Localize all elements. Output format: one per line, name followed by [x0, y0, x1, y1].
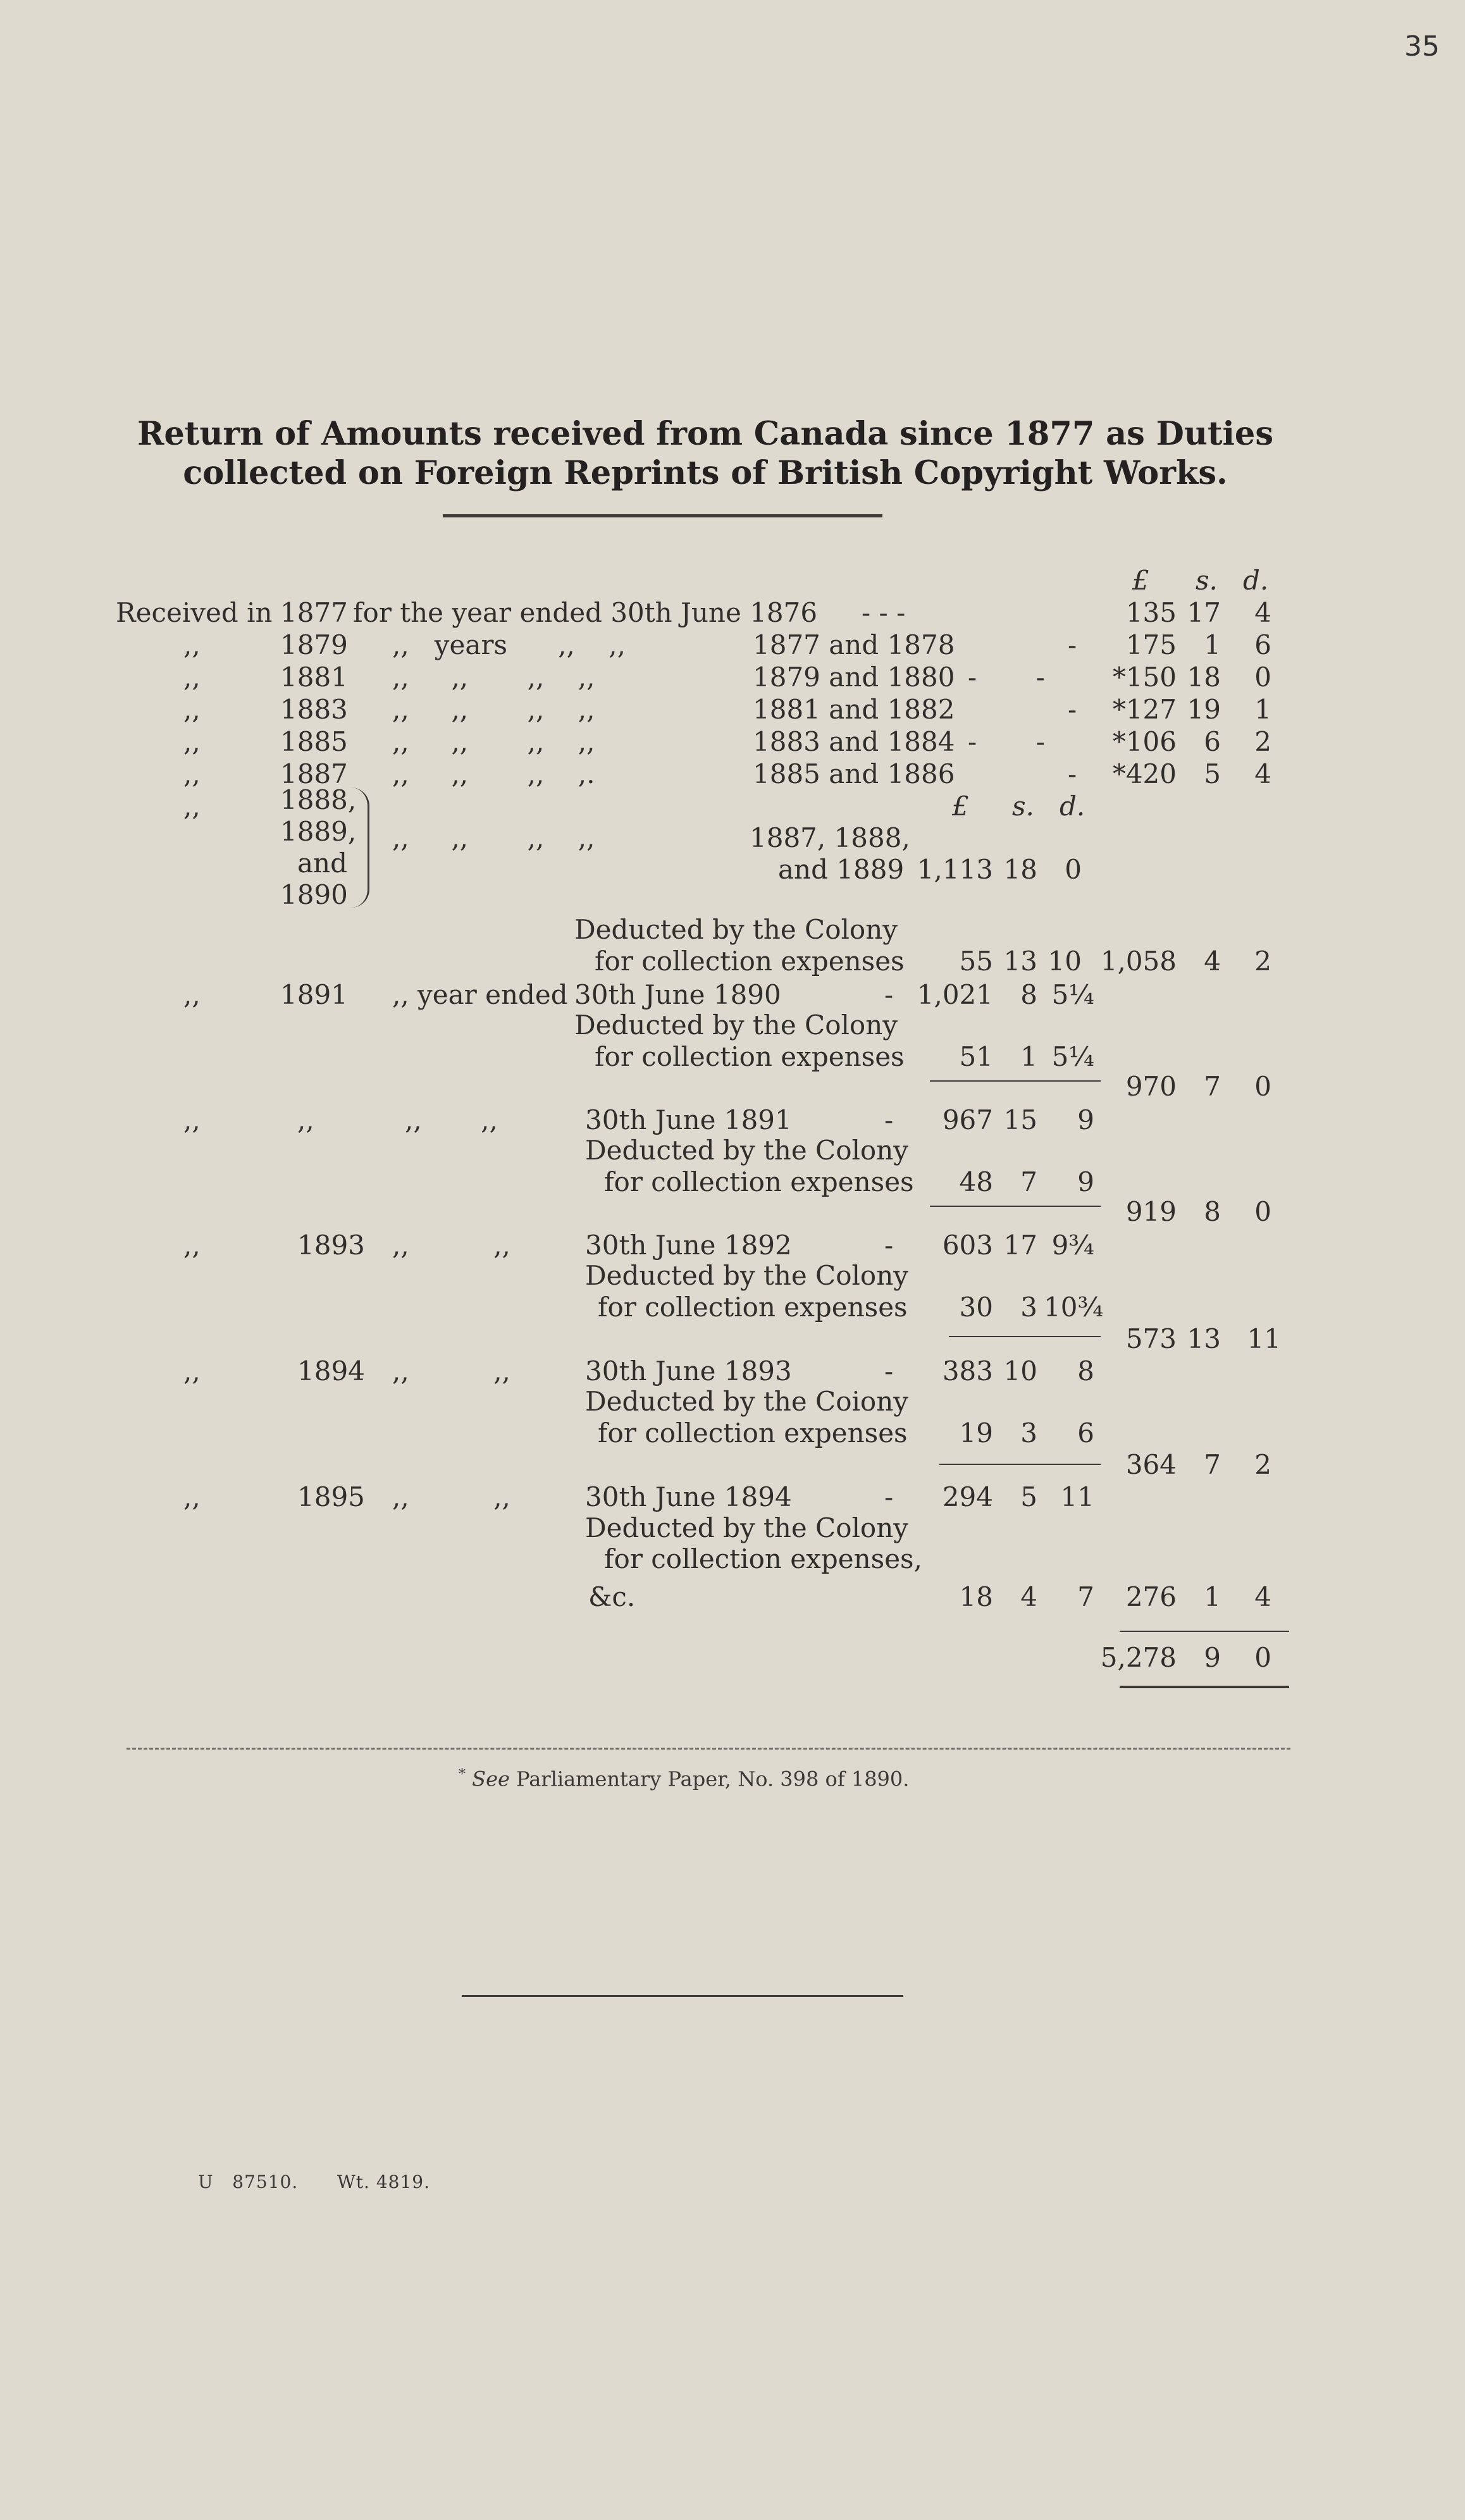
- cell-pence: 2: [1254, 1449, 1271, 1480]
- row-dash: -: [884, 1481, 894, 1512]
- group-desc-line1: 1887, 1888,: [750, 822, 910, 853]
- row-year: 1894: [297, 1356, 365, 1387]
- footnote-divider: [127, 1748, 1290, 1750]
- cell-pounds: 135: [1125, 597, 1177, 628]
- title-rule: [443, 514, 882, 517]
- deduct-label-line1: Deducted by the Colony: [574, 1010, 898, 1041]
- row-dashes: - - -: [862, 597, 906, 628]
- row-description: 30th June 1893: [585, 1356, 792, 1387]
- sub-cell-shillings: 10: [1003, 1356, 1037, 1387]
- row-dash: -: [884, 979, 894, 1010]
- sub-cell-pounds: 51: [959, 1041, 993, 1072]
- sub-cell-pence: 7: [1077, 1581, 1094, 1612]
- row-dash: -: [884, 1104, 894, 1135]
- subtotal-rule: [930, 1080, 1101, 1082]
- sub-cell-pence: 8: [1077, 1356, 1094, 1387]
- sub-cell-pounds: 967: [942, 1104, 993, 1135]
- row-description: 30th June 1890: [574, 979, 781, 1010]
- sub-cell-shillings: 18: [1003, 854, 1037, 885]
- row-ditto: ,, ,, ,, ,,: [392, 662, 595, 693]
- row-ditto: ,, ,,: [392, 1356, 510, 1387]
- row-prefix: ,,: [183, 758, 201, 789]
- imprint-code: U 87510.: [198, 2171, 299, 2192]
- end-rule: [462, 1995, 903, 1997]
- sub-cell-shillings: 3: [1020, 1292, 1037, 1323]
- total-shillings: 9: [1204, 1642, 1221, 1673]
- row-description: for the year ended 30th June 1876: [353, 597, 818, 628]
- sub-cell-shillings: 13: [1003, 946, 1037, 977]
- sub-cell-shillings: 8: [1020, 979, 1037, 1010]
- cell-pence: 1: [1254, 694, 1271, 725]
- cell-pounds: 364: [1125, 1449, 1177, 1480]
- deduct-label-line1: Deducted by the Colony: [574, 914, 898, 945]
- row-year: 1895: [297, 1481, 365, 1512]
- cell-shillings: 1: [1204, 1581, 1221, 1612]
- group-year: 1890: [280, 879, 348, 910]
- cell-pounds: 276: [1125, 1581, 1177, 1612]
- cell-shillings: 6: [1204, 726, 1221, 757]
- footnote: [459, 1767, 909, 1791]
- row-ditto: ,, ,, ,, ,.: [392, 758, 595, 789]
- row-dashes: -: [1068, 629, 1077, 660]
- row-description: 1877 and 1878: [753, 629, 955, 660]
- page-number: 35: [1404, 30, 1440, 63]
- footnote-see: See: [472, 1767, 510, 1791]
- total-pounds: 5,278: [1100, 1642, 1177, 1673]
- row-year: 1877: [280, 597, 348, 628]
- row-dashes: -: [1068, 694, 1077, 725]
- header-shillings: s.: [1196, 565, 1218, 596]
- row-description: 30th June 1892: [585, 1230, 792, 1261]
- cell-pence: 2: [1254, 946, 1271, 977]
- group-year: 1888,: [280, 784, 357, 815]
- sub-cell-shillings: 4: [1020, 1581, 1037, 1612]
- row-description: 1879 and 1880: [753, 662, 955, 693]
- sub-header-pence: d.: [1060, 791, 1085, 822]
- row-year: 1883: [280, 694, 348, 725]
- cell-pounds: *106: [1112, 726, 1177, 757]
- cell-shillings: 4: [1204, 946, 1221, 977]
- deduct-label-line3: &c.: [588, 1581, 636, 1612]
- row-ditto: ,, ,, ,, ,,: [392, 726, 595, 757]
- sub-cell-pence: 0: [1065, 854, 1082, 885]
- cell-pounds: *150: [1112, 662, 1177, 693]
- deduct-label-line2: for collection expenses: [595, 946, 905, 977]
- brace: [351, 788, 369, 908]
- header-pounds: £: [1132, 565, 1149, 596]
- row-description: 30th June 1891: [585, 1104, 792, 1135]
- sub-cell-pounds: 383: [942, 1356, 993, 1387]
- sub-cell-pence: 5¼: [1051, 979, 1094, 1010]
- row-ditto: ,, ,,: [392, 1481, 510, 1512]
- deduct-label-line1: Deducted by the Colony: [585, 1135, 908, 1166]
- sub-cell-shillings: 17: [1003, 1230, 1037, 1261]
- sub-cell-pence: 10: [1048, 946, 1082, 977]
- row-year: 1879: [280, 629, 348, 660]
- row-description: 1883 and 1884: [753, 726, 955, 757]
- row-ditto: ,, ,, ,, ,,: [392, 694, 595, 725]
- subtotal-rule: [930, 1206, 1101, 1207]
- row-description: 1881 and 1882: [753, 694, 955, 725]
- row-year: ,,: [297, 1104, 314, 1135]
- cell-pence: 2: [1254, 726, 1271, 757]
- row-ditto: ,, ,,: [405, 1104, 498, 1135]
- cell-pence: 4: [1254, 1581, 1271, 1612]
- cell-pence: 6: [1254, 629, 1271, 660]
- cell-pounds: 970: [1125, 1071, 1177, 1102]
- row-prefix: ,,: [183, 694, 201, 725]
- sub-cell-pence: 11: [1060, 1481, 1094, 1512]
- cell-pounds: 919: [1125, 1196, 1177, 1227]
- deduct-label-line2: for collection expenses: [598, 1418, 908, 1448]
- sub-cell-pence: 9: [1077, 1104, 1094, 1135]
- sub-cell-pounds: 294: [942, 1481, 993, 1512]
- row-ditto: ,, years ,, ,,: [392, 629, 626, 660]
- cell-shillings: 17: [1187, 597, 1221, 628]
- cell-shillings: 7: [1204, 1449, 1221, 1480]
- footnote-mark: *: [459, 1767, 466, 1782]
- deduct-label-line1: Deducted by the Colony: [585, 1260, 908, 1291]
- group-desc-line2: and 1889: [778, 854, 905, 885]
- row-prefix: ,,: [183, 791, 201, 822]
- sub-cell-pounds: 1,113: [917, 854, 993, 885]
- group-year: 1889,: [280, 816, 357, 847]
- sub-cell-pence: 9: [1077, 1166, 1094, 1197]
- footnote-text: Parliamentary Paper, No. 398 of 1890.: [516, 1767, 910, 1791]
- row-prefix: ,,: [183, 629, 201, 660]
- title-line-1: Return of Amounts received from Canada since 1877 as Duties: [137, 415, 1274, 453]
- deduct-label-line1: Deducted by the Coiony: [585, 1386, 908, 1417]
- row-year: 1893: [297, 1230, 365, 1261]
- subtotal-rule: [939, 1464, 1101, 1465]
- row-dashes: -: [1068, 758, 1077, 789]
- row-ditto: ,, ,,: [392, 1230, 510, 1261]
- row-prefix: ,,: [183, 1104, 201, 1135]
- sub-cell-pence: 10¾: [1044, 1292, 1104, 1323]
- sub-header-pounds: £: [952, 791, 969, 822]
- sub-cell-shillings: 15: [1003, 1104, 1037, 1135]
- row-dashes: - -: [968, 726, 1045, 757]
- deduct-label-line2: for collection expenses: [604, 1166, 914, 1197]
- cell-pence: 11: [1247, 1323, 1281, 1354]
- sub-cell-pounds: 19: [959, 1418, 993, 1448]
- cell-shillings: 18: [1187, 662, 1221, 693]
- row-year: 1885: [280, 726, 348, 757]
- sub-cell-pounds: 1,021: [917, 979, 993, 1010]
- cell-pounds: 175: [1125, 629, 1177, 660]
- sub-cell-pounds: 48: [959, 1166, 993, 1197]
- title-line-2: collected on Foreign Reprints of British Copyright Works.: [183, 454, 1228, 492]
- sub-cell-pence: 6: [1077, 1418, 1094, 1448]
- row-prefix: ,,: [183, 1481, 201, 1512]
- cell-pence: 0: [1254, 1196, 1271, 1227]
- cell-shillings: 8: [1204, 1196, 1221, 1227]
- row-dash: -: [884, 1356, 894, 1387]
- header-pence: d.: [1243, 565, 1269, 596]
- row-prefix: ,,: [183, 979, 201, 1010]
- row-description: 1885 and 1886: [753, 758, 955, 789]
- cell-pence: 0: [1254, 1071, 1271, 1102]
- deduct-label-line1: Deducted by the Colony: [585, 1512, 908, 1543]
- total-rule-bottom: [1120, 1686, 1289, 1688]
- deduct-label-line2: for collection expenses,: [604, 1543, 922, 1574]
- cell-pence: 4: [1254, 758, 1271, 789]
- subtotal-rule: [949, 1336, 1101, 1337]
- row-prefix: ,,: [183, 726, 201, 757]
- total-pence: 0: [1254, 1642, 1271, 1673]
- sub-cell-shillings: 7: [1020, 1166, 1037, 1197]
- row-ditto: ,, ,, ,, ,,: [392, 822, 595, 853]
- cell-shillings: 1: [1204, 629, 1221, 660]
- deduct-label-line2: for collection expenses: [595, 1041, 905, 1072]
- sub-cell-shillings: 5: [1020, 1481, 1037, 1512]
- total-rule-top: [1120, 1631, 1289, 1632]
- row-year: 1887: [280, 758, 348, 789]
- cell-pounds: 573: [1125, 1323, 1177, 1354]
- row-prefix: ,,: [183, 1356, 201, 1387]
- row-dashes: - -: [968, 662, 1045, 693]
- group-year-and: and: [297, 848, 347, 879]
- cell-shillings: 13: [1187, 1323, 1221, 1354]
- sub-cell-pence: 9¾: [1051, 1230, 1094, 1261]
- cell-pounds: *420: [1112, 758, 1177, 789]
- cell-pence: 0: [1254, 662, 1271, 693]
- sub-cell-pence: 5¼: [1051, 1041, 1094, 1072]
- cell-pounds: *127: [1112, 694, 1177, 725]
- sub-cell-shillings: 1: [1020, 1041, 1037, 1072]
- row-description: 30th June 1894: [585, 1481, 792, 1512]
- sub-cell-shillings: 3: [1020, 1418, 1037, 1448]
- cell-shillings: 5: [1204, 758, 1221, 789]
- row-prefix: Received in: [116, 597, 273, 628]
- row-year: 1891: [280, 979, 348, 1010]
- deduct-label-line2: for collection expenses: [598, 1292, 908, 1323]
- cell-shillings: 7: [1204, 1071, 1221, 1102]
- row-ditto: ,, year ended: [392, 979, 568, 1010]
- sub-cell-pounds: 18: [959, 1581, 993, 1612]
- sub-cell-pounds: 30: [959, 1292, 993, 1323]
- sub-cell-pounds: 603: [942, 1230, 993, 1261]
- cell-pounds: 1,058: [1100, 946, 1177, 977]
- sub-cell-pounds: 55: [959, 946, 993, 977]
- cell-shillings: 19: [1187, 694, 1221, 725]
- row-prefix: ,,: [183, 1230, 201, 1261]
- row-prefix: ,,: [183, 662, 201, 693]
- row-dash: -: [884, 1230, 894, 1261]
- cell-pence: 4: [1254, 597, 1271, 628]
- imprint-weight: Wt. 4819.: [337, 2171, 430, 2192]
- page-title: [0, 414, 1411, 493]
- row-year: 1881: [280, 662, 348, 693]
- sub-header-shillings: s.: [1012, 791, 1034, 822]
